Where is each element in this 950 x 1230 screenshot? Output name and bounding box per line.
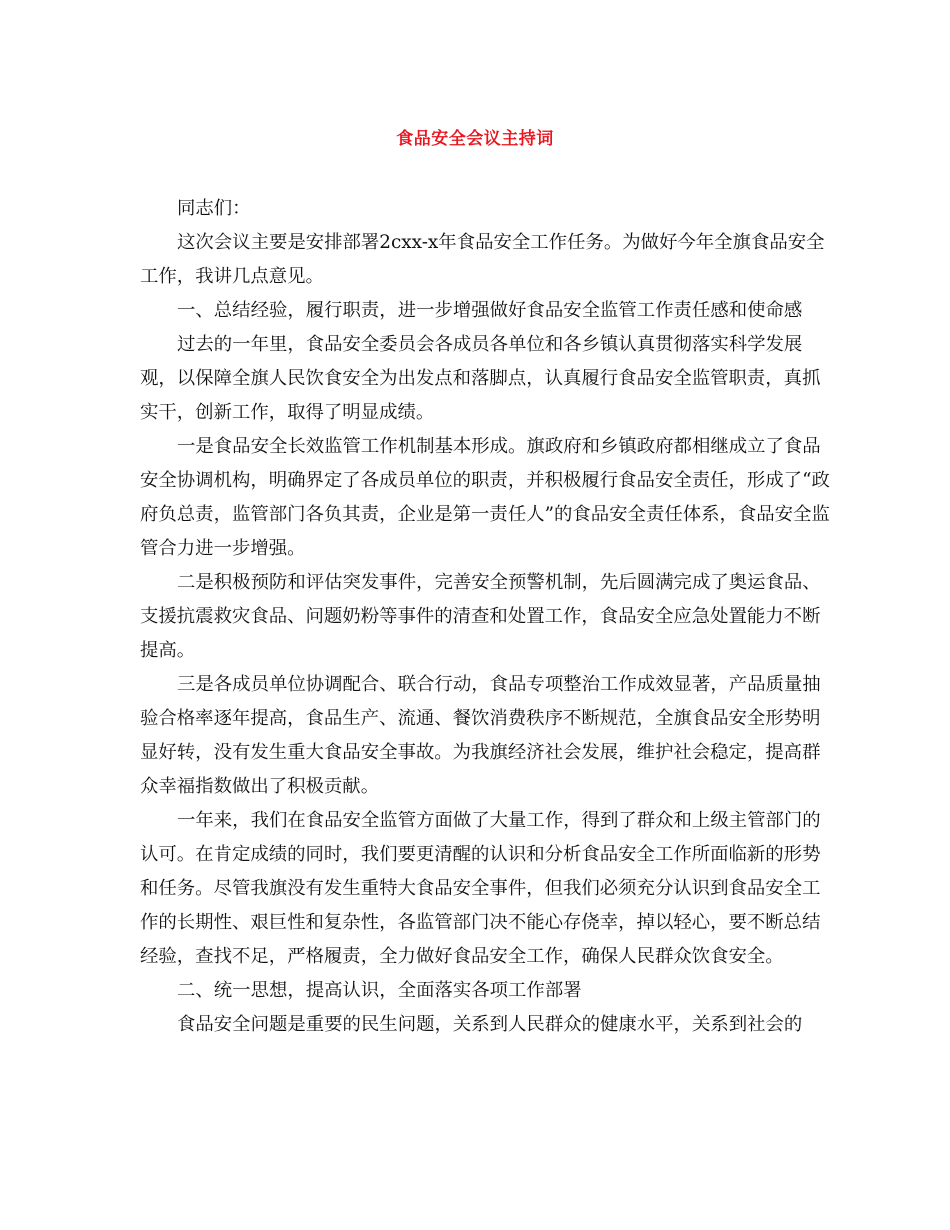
section-heading-1: 一、总结经验，履行职责，进一步增强做好食品安全监管工作责任感和使命感 bbox=[177, 300, 803, 321]
paragraph-intro: 这次会议主要是安排部署2cxx-x年食品安全工作任务。为做好今年全旗食品安全工作，我讲几点意见。 bbox=[140, 232, 825, 287]
paragraph-past-year: 过去的一年里，食品安全委员会各成员各单位和各乡镇认真贯彻落实科学发展观，以保障全旗人民饮食安全为出发点和落脚点，认真履行食品安全监管职责，真抓实干，创新工作，取得了明显成绩。 bbox=[140, 334, 821, 423]
document-title: 食品安全会议主持词 bbox=[396, 129, 554, 149]
paragraph-point-3: 三是各成员单位协调配合、联合行动，食品专项整治工作成效显著，产品质量抽验合格率逐年提高，食品生产、流通、餐饮消费秩序不断规范，全旗食品安全形势明显好转，没有发生重大食品安全事故。为我旗经济社会发展，维护社会稳定，提高群众幸福指数做出了积极贡献。 bbox=[140, 674, 821, 797]
paragraph-summary: 一年来，我们在食品安全监管方面做了大量工作，得到了群众和上级主管部门的认可。在肯定成绩的同时，我们要更清醒的认识和分析食品安全工作所面临新的形势和任务。尽管我旗没有发生重特大食品安全事件，但我们必须充分认识到食品安全工作的长期性、艰巨性和复杂性，各监管部门决不能心存侥幸，掉以轻心，要不断总结经验，查找不足，严格履责，全力做好食品安全工作，确保人民群众饮食安全。 bbox=[140, 810, 821, 967]
paragraph-point-1: 一是食品安全长效监管工作机制基本形成。旗政府和乡镇政府都相继成立了食品安全协调机构，明确界定了各成员单位的职责，并积极履行食品安全责任，形成了“政府负总责，监管部门各负其责，企业是第一责任人”的食品安全责任体系，食品安全监管合力进一步增强。 bbox=[140, 436, 830, 559]
paragraph-point-2: 二是积极预防和评估突发事件，完善安全预警机制，先后圆满完成了奥运食品、支援抗震救灾食品、问题奶粉等事件的清查和处置工作，食品安全应急处置能力不断提高。 bbox=[140, 572, 821, 661]
paragraph-section-2: 食品安全问题是重要的民生问题，关系到人民群众的健康水平，关系到社会的 bbox=[177, 1014, 803, 1035]
section-heading-2: 二、统一思想，提高认识，全面落实各项工作部署 bbox=[177, 980, 582, 1001]
document-body bbox=[140, 192, 830, 1042]
salutation: 同志们： bbox=[177, 198, 251, 219]
